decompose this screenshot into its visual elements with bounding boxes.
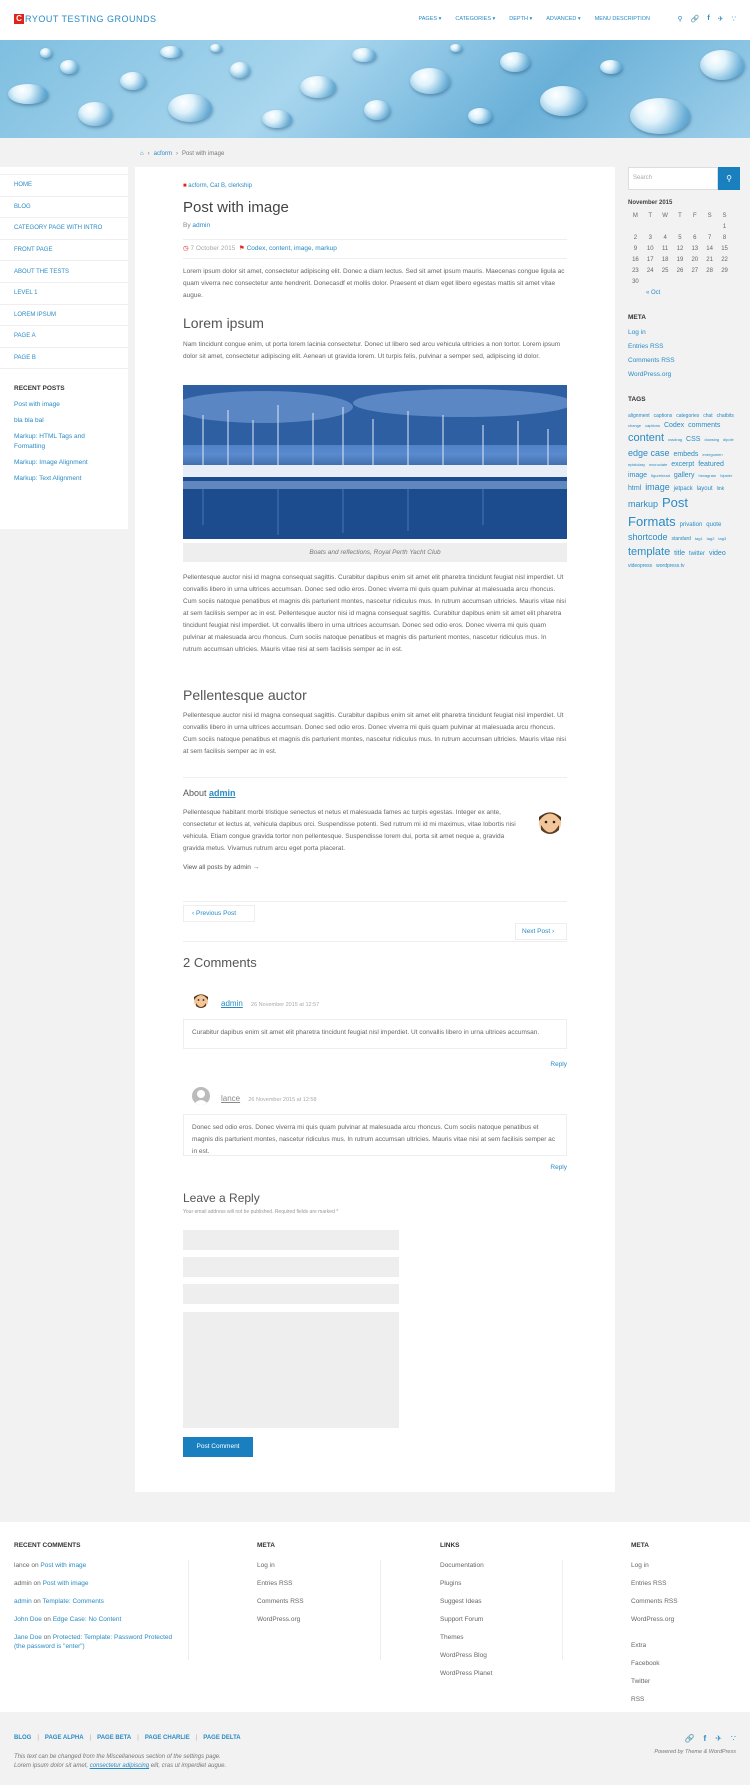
site-logo[interactable] xyxy=(14,14,157,24)
comment-author: admin 26 November 2015 at 12:57 xyxy=(221,999,320,1008)
bottom-nav-page-beta[interactable]: PAGE BETA xyxy=(97,1735,132,1741)
post-image[interactable] xyxy=(183,385,567,539)
sidebar-item-home[interactable]: HOME xyxy=(0,175,128,197)
comment-date[interactable]: 26 November 2015 at 12:57 xyxy=(251,1002,320,1008)
post-paragraph: Pellentesque auctor nisi id magna consequat sagittis. Curabitur dapibus enim sit amet elit pharetra tincidunt feugiat nisl imperdiet. Ut convallis libero in urna ultrices accumsan. Donec sed odio eros. Donec viverra mi quis quam pulvinar at malesuada arcu rhoncus. Cum sociis natoque penatibus et magnis dis parturient montes, nascetur ridiculus mus. In rutrum accumsan ultricies. Mauris vitae nisi at sem facilisis semper ac in est. Pellentesque auctor nisi id magna consequat sagittis. Curabitur dapibus enim sit amet elit pharetra tincidunt feugiat nisl imperdiet. Ut convallis libero in urna ultrices accumsan. Donec sed odio eros. Donec viverra mi quis quam pulvinar at malesuada arcu rhoncus. Cum sociis natoque penatibus et magnis dis parturient montes, nascetur ridiculus mus. In rutrum accumsan ultricies. Mauris vitae nisi at sem facilisis semper ac in est. xyxy=(183,574,566,653)
post-paragraph: Nam tincidunt congue enim, ut porta lorem lacinia consectetur. Donec ut libero sed arcu vehicula ultricies a non tortor. Lorem ipsum dolor sit amet, consectetur adipiscing elit. Aenean ut gravida lorem. Ut turpis felis, pulvinar a semper sed, adipiscing id dolor. xyxy=(183,341,561,360)
search-form xyxy=(628,167,740,190)
bottom-nav-page-alpha[interactable]: PAGE ALPHA xyxy=(44,1735,84,1741)
footer-meta-link[interactable]: WordPress.org xyxy=(257,1616,301,1623)
chevron-left-icon: ‹ xyxy=(192,910,195,917)
powered-by: Powered by Theme & WordPress xyxy=(654,1749,736,1755)
tag-link[interactable]: standard xyxy=(671,536,691,543)
post-byline: By admin xyxy=(183,222,211,229)
tag-link[interactable]: dipole xyxy=(723,437,734,443)
tag-link[interactable]: categories xyxy=(676,413,700,419)
search-icon: ⚲ xyxy=(726,174,732,183)
right-sidebar xyxy=(628,167,740,571)
comment-textarea[interactable] xyxy=(183,1312,399,1428)
recent-post-link[interactable]: bla bla bal xyxy=(14,417,44,425)
footer-comment-item: admin on Post with image xyxy=(14,1580,89,1587)
search-icon[interactable]: ⚲ xyxy=(677,16,683,23)
footer-note: This text can be changed from the Miscellaneous section of the settings page. Lorem ipsum dolor sit amet, consectetur adipiscing elit, cras ut imperdiet augue. xyxy=(14,1754,227,1769)
tag-link[interactable]: wordpress.tv xyxy=(656,562,685,569)
footer-recent-comments: RECENT COMMENTS lance on Post with image admin on Post with image admin on Template: Comments John Doe on Edge Case: No Content Jane Doe on Protected: Template: Password Protected (the password is "enter") xyxy=(14,1542,184,1660)
footer-meta-link[interactable]: Comments RSS xyxy=(631,1598,678,1605)
bottom-social-icons xyxy=(685,1734,736,1743)
meta-heading: META xyxy=(628,314,646,321)
tag-link[interactable]: chatbits xyxy=(716,413,734,419)
search-button[interactable] xyxy=(718,167,740,190)
breadcrumb: ⌂ › acform › Post with image xyxy=(140,151,225,157)
sidebar-item-page-a[interactable]: PAGE A xyxy=(0,326,128,348)
tag-link[interactable]: shortcode xyxy=(628,532,668,543)
tag-link[interactable]: Codex xyxy=(663,422,685,430)
image-caption: Boats and reflections, Royal Perth Yacht Club xyxy=(183,543,567,562)
calendar-caption: November 2015 xyxy=(628,200,673,206)
tag-link[interactable]: template xyxy=(628,545,671,558)
sidebar-item-page-b[interactable]: PAGE B xyxy=(0,348,128,370)
sidebar-item-lorem-ipsum[interactable]: LOREM IPSUM xyxy=(0,305,128,327)
nav-advanced[interactable]: ADVANCED ▾ xyxy=(546,16,581,22)
footer-link[interactable]: WordPress Planet xyxy=(440,1670,493,1677)
footer-link[interactable]: Themes xyxy=(440,1634,464,1641)
tag-link[interactable]: markup xyxy=(628,498,659,509)
main-nav xyxy=(419,16,651,22)
footer-meta-link[interactable]: Entries RSS xyxy=(257,1580,293,1587)
rss-icon[interactable]: ∵ xyxy=(730,1734,736,1743)
calendar-table: M T W T F S S 1 2 3 4 5 6 7 8 9 10 11 12 13 14 15 16 17 18 19 20 21 22 23 24 25 26 27 28 29 30 xyxy=(632,212,728,285)
sidebar-item-front-page[interactable]: FRONT PAGE xyxy=(0,240,128,262)
post-tags[interactable]: Codex, content, image, markup xyxy=(246,245,337,252)
tag-link[interactable]: CSS xyxy=(686,436,701,444)
home-icon[interactable]: ⌂ xyxy=(140,151,144,157)
post-intro: Lorem ipsum dolor sit amet, consectetur adipiscing elit. Donec a diam lectus. Sed sit amet ipsum mauris. Maecenas congue ligula ac quam viverra nec consectetur ante hendrerit. Donecasdf et mollis dolor. Praesent et diam eget libero egestas mattis sit amet vitae augue. xyxy=(183,268,565,299)
tag-link[interactable]: figurehead xyxy=(651,472,670,478)
tag-link[interactable]: video xyxy=(708,549,726,557)
bottom-nav-blog[interactable]: BLOG xyxy=(14,1735,32,1741)
tag-link[interactable]: change xyxy=(628,423,642,429)
search-input[interactable]: Search xyxy=(628,167,718,190)
section-heading: Pellentesque auctor xyxy=(183,687,307,703)
breadcrumb-category[interactable]: acform xyxy=(153,151,172,157)
sidebar-item-category-page[interactable]: CATEGORY PAGE WITH INTRO xyxy=(0,218,128,240)
bottom-nav: BLOG | PAGE ALPHA | PAGE BETA | PAGE CHARLIE | PAGE DELTA xyxy=(14,1735,241,1741)
reply-link[interactable]: Reply xyxy=(550,1164,567,1171)
reply-heading: Leave a Reply xyxy=(183,1191,260,1205)
view-all-posts-link[interactable]: View all posts by admin → xyxy=(183,864,260,871)
previous-post-button[interactable]: ‹ Previous Post xyxy=(183,905,255,922)
tag-link[interactable]: tag3 xyxy=(718,536,727,542)
tag-link[interactable]: tag1 xyxy=(694,536,703,542)
reply-note: Your email address will not be published. Required fields are marked * xyxy=(183,1209,339,1215)
post-title: Post with image xyxy=(183,199,289,216)
folder-icon: ■ xyxy=(183,183,187,189)
footer-links: LINKS Documentation Plugins Suggest Ideas Support Forum Themes WordPress Blog WordPress Planet xyxy=(440,1542,560,1687)
tag-link[interactable]: jetpack xyxy=(673,485,693,492)
link-icon[interactable]: 🔗 xyxy=(684,1734,695,1743)
next-post-button[interactable]: Next Post › xyxy=(515,923,567,940)
section-heading: Lorem ipsum xyxy=(183,315,264,331)
tag-link[interactable]: captions xyxy=(645,423,660,429)
footer-link[interactable]: Plugins xyxy=(440,1580,462,1587)
footer-meta-link[interactable]: Log in xyxy=(257,1562,275,1569)
post-meta xyxy=(183,244,567,252)
website-field[interactable] xyxy=(183,1284,399,1304)
facebook-icon[interactable]: f xyxy=(707,15,710,22)
nav-depth[interactable]: DEPTH ▾ xyxy=(509,16,533,22)
calendar-widget xyxy=(628,200,740,296)
post-date[interactable]: 7 October 2015 xyxy=(190,245,236,252)
author-box-title: About admin xyxy=(183,788,236,798)
category-links[interactable]: acform, Cat B, clerkship xyxy=(188,183,252,189)
tag-link[interactable]: energumen xyxy=(702,452,723,458)
comments-heading: 2 Comments xyxy=(183,955,257,970)
footer-meta: META Log in Entries RSS Comments RSS WordPress.org xyxy=(257,1542,377,1633)
tag-link[interactable]: excerpt xyxy=(671,461,695,469)
recent-post-link[interactable]: Markup: Image Alignment xyxy=(14,459,88,467)
tag-link[interactable]: edge case xyxy=(628,448,670,459)
tag-link[interactable]: hipster xyxy=(720,472,733,478)
post-comment-button[interactable]: Post Comment xyxy=(183,1437,253,1457)
footer-comment-item: Jane Doe on Protected: Template: Password Protected (the password is "enter") xyxy=(14,1634,173,1650)
tag-link[interactable]: featured image xyxy=(628,461,724,479)
footer-meta-link[interactable]: Log in xyxy=(631,1562,649,1569)
footer-social-link[interactable]: Twitter xyxy=(631,1678,651,1685)
tag-link[interactable]: Post xyxy=(661,494,688,510)
tag-link[interactable]: content xyxy=(628,432,665,445)
footer-meta-link[interactable]: Comments RSS xyxy=(257,1598,304,1605)
meta-comments-rss-link[interactable]: Comments RSS xyxy=(628,357,675,364)
link-icon[interactable]: 🔗 xyxy=(690,16,700,23)
tag-link[interactable]: chat xyxy=(703,413,713,419)
reply-link[interactable]: Reply xyxy=(550,1061,567,1068)
commenter-avatar[interactable] xyxy=(192,992,210,1010)
nav-menu-description[interactable]: MENU DESCRIPTION xyxy=(594,16,650,22)
tag-link[interactable]: quote xyxy=(706,521,722,528)
footer-meta-2: META Log in Entries RSS Comments RSS WordPress.org Extra Facebook Twitter RSS xyxy=(631,1542,741,1713)
tag-link[interactable]: tag2 xyxy=(706,536,715,542)
author-link[interactable]: admin xyxy=(192,222,211,229)
tag-link[interactable]: layout xyxy=(696,485,713,492)
footer-social-link[interactable]: Facebook xyxy=(631,1660,660,1667)
footer-link[interactable]: Suggest Ideas xyxy=(440,1598,482,1605)
tag-link[interactable]: Formats xyxy=(628,513,676,529)
footer-comment-item: lance on Post with image xyxy=(14,1562,87,1569)
post-paragraph: Pellentesque auctor nisi id magna consequat sagittis. Curabitur dapibus enim sit amet elit pharetra tincidunt feugiat nisl imperdiet. Ut convallis libero in urna ultrices accumsan. Donec sed odio eros. Donec viverra mi quis quam pulvinar at malesuada arcu rhoncus. Cum sociis natoque penatibus et magnis dis parturient montes, nascetur ridiculus mus. In rutrum accumsan ultricies. Mauris vitae nisi at sem facilisis semper ac in est. xyxy=(183,712,566,755)
tag-link[interactable]: html xyxy=(628,484,642,492)
tag-link[interactable]: epistolary xyxy=(628,462,646,468)
author-box-name[interactable]: admin xyxy=(209,788,236,798)
tag-link[interactable]: image xyxy=(645,481,670,492)
commenter-avatar[interactable] xyxy=(192,1087,210,1105)
meta-wordpress-link[interactable]: WordPress.org xyxy=(628,371,672,378)
bottom-nav-page-charlie[interactable]: PAGE CHARLIE xyxy=(144,1735,190,1741)
tag-link[interactable]: gallery xyxy=(673,471,695,479)
facebook-icon[interactable]: f xyxy=(703,1734,707,1743)
tag-link[interactable]: privation xyxy=(679,521,703,528)
recent-posts-heading: RECENT POSTS xyxy=(14,385,65,393)
clock-icon: ◷ xyxy=(183,245,189,252)
chevron-right-icon: › xyxy=(552,928,555,935)
comment-body: Curabitur dapibus enim sit amet elit pharetra tincidunt feugiat nisl imperdiet. Ut convallis libero in urna ultrices accumsan. xyxy=(183,1019,567,1049)
site-footer xyxy=(0,1522,750,1712)
tag-link[interactable]: link xyxy=(716,485,725,492)
comment-date[interactable]: 26 November 2015 at 12:58 xyxy=(248,1097,317,1103)
comment-author: lance 26 November 2015 at 12:58 xyxy=(221,1094,317,1103)
nav-categories[interactable]: CATEGORIES ▾ xyxy=(455,16,496,22)
tag-link[interactable]: cssdrag xyxy=(668,437,683,443)
footer-comment-item: John Doe on Edge Case: No Content xyxy=(14,1616,122,1623)
tag-link[interactable]: embeds xyxy=(673,451,699,459)
site-title: RYOUT TESTING GROUNDS xyxy=(25,14,157,24)
breadcrumb-current: Post with image xyxy=(181,151,225,157)
tag-cloud xyxy=(628,411,740,571)
tag-link[interactable]: videopress xyxy=(628,562,653,569)
comment-body: Donec sed odio eros. Donec viverra mi quis quam pulvinar at malesuada arcu rhoncus. Cum sociis natoque penatibus et magnis dis parturient montes, nascetur ridiculus mus. In rutrum accumsan ultricies. Mauris vitae nisi at sem facilisis semper ac in est. xyxy=(183,1114,567,1156)
bottom-nav-page-delta[interactable]: PAGE DELTA xyxy=(203,1735,241,1741)
site-header xyxy=(0,0,750,40)
rss-icon[interactable]: ∵ xyxy=(731,16,736,23)
tag-link[interactable]: twitter xyxy=(689,550,706,557)
left-sidebar xyxy=(0,167,128,529)
author-avatar[interactable] xyxy=(535,808,565,838)
recent-post-link[interactable]: Markup: Text Alignment xyxy=(14,475,82,483)
footer-link[interactable]: WordPress Blog xyxy=(440,1652,487,1659)
nav-pages[interactable]: PAGES ▾ xyxy=(418,16,442,22)
logo-letter: C xyxy=(14,14,24,24)
header-icons xyxy=(677,15,736,23)
main-content xyxy=(135,167,615,1492)
tag-link[interactable]: dowsing xyxy=(704,437,720,443)
sidebar-item-level-1[interactable]: LEVEL 1 xyxy=(0,283,128,305)
sidebar-item-blog[interactable]: BLOG xyxy=(0,197,128,219)
tag-link[interactable]: captions xyxy=(653,413,673,419)
footer-social-link[interactable]: Extra xyxy=(631,1642,647,1649)
footer-meta-link[interactable]: WordPress.org xyxy=(631,1616,675,1623)
tag-link[interactable]: title xyxy=(674,549,686,557)
footer-link[interactable]: Documentation xyxy=(440,1562,484,1569)
calendar-prev-link[interactable]: « Oct xyxy=(646,290,661,296)
author-bio: Pellentesque habitant morbi tristique senectus et netus et malesuada fames ac turpis egestas. Integer ex ante, consectetur et lectus at, vehicula dapibus orci. Suspendisse potenti. Sed rutrum mi id mi maximus, vitae lobortis nisi vehicula. Etiam congue gravida tortor non pellentesque. Suspendisse lorem dui, porta sit amet neque a, gravida gravida metus. Vivamus rutrum arcu eget porta placerat. xyxy=(183,809,516,852)
email-field[interactable] xyxy=(183,1257,399,1277)
meta-entries-rss-link[interactable]: Entries RSS xyxy=(628,343,664,350)
boats-photo xyxy=(183,385,567,539)
tag-link[interactable]: comments xyxy=(688,422,721,430)
footer-social-link[interactable]: RSS xyxy=(631,1696,645,1703)
post-categories xyxy=(183,183,567,189)
name-field[interactable] xyxy=(183,1230,399,1250)
tag-icon: ⚑ xyxy=(238,245,245,252)
recent-post-link[interactable]: Post with image xyxy=(14,401,60,409)
tags-heading: TAGS xyxy=(628,396,646,403)
twitter-icon[interactable]: ✈ xyxy=(717,16,724,23)
footer-meta-link[interactable]: Entries RSS xyxy=(631,1580,667,1587)
footer-link[interactable]: Support Forum xyxy=(440,1616,484,1623)
meta-login-link[interactable]: Log in xyxy=(628,329,646,336)
tag-link[interactable]: excruciate xyxy=(649,462,668,468)
tag-link[interactable]: alignment xyxy=(628,413,650,419)
twitter-icon[interactable]: ✈ xyxy=(715,1734,722,1743)
footer-comment-item: admin on Template: Comments xyxy=(14,1598,104,1605)
sidebar-item-about-tests[interactable]: ABOUT THE TESTS xyxy=(0,261,128,283)
bottom-bar xyxy=(0,1712,750,1785)
recent-post-link[interactable]: Markup: HTML Tags and Formatting xyxy=(14,433,85,451)
header-image xyxy=(0,40,750,138)
tag-link[interactable]: hexagram xyxy=(698,472,717,478)
